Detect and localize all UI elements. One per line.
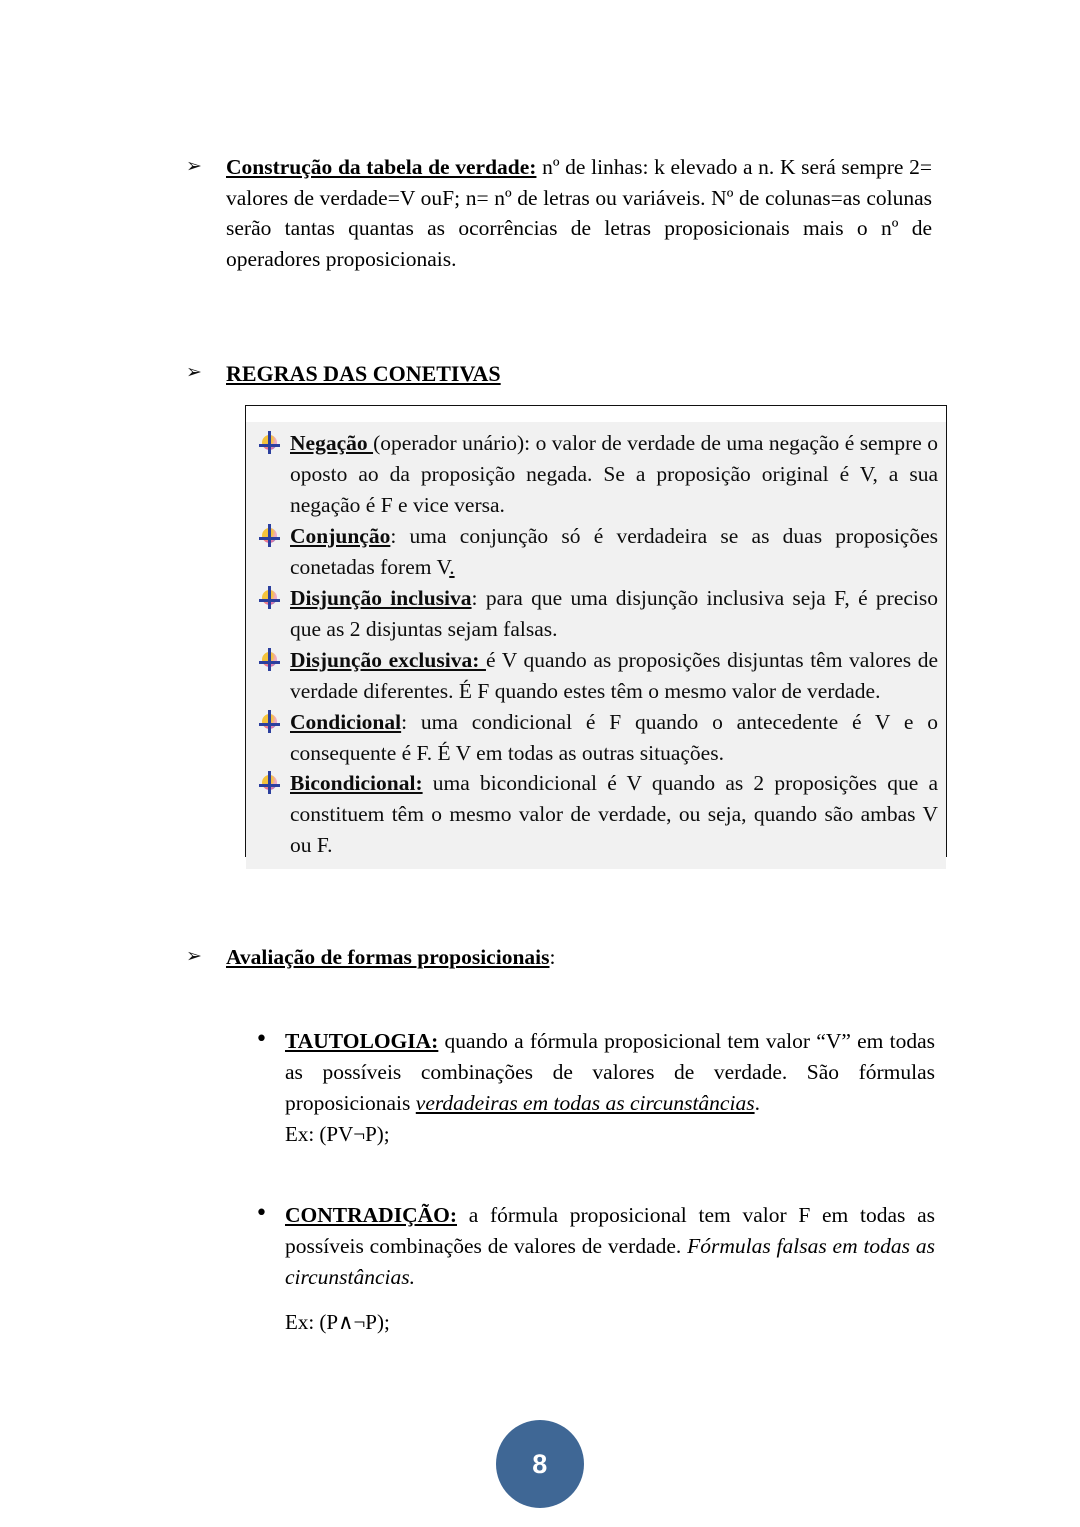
star-bullet-icon bbox=[254, 645, 290, 675]
page-number-badge bbox=[496, 1420, 584, 1508]
section-avaliacao-formas-proposicionais bbox=[186, 942, 932, 973]
section-construcao-tabela-verdade bbox=[186, 152, 932, 275]
rules-box-inner bbox=[246, 422, 946, 869]
tautologia-term: TAUTOLOGIA: bbox=[285, 1029, 439, 1053]
rule-term-condicional: Condicional bbox=[290, 709, 402, 734]
star-bullet-icon bbox=[254, 768, 290, 798]
tautologia-text-before: quando a fórmula proposicional tem valor “V” em todas as possíveis combinações de valores de verdade. São fórmulas proposicionais bbox=[285, 1029, 935, 1116]
rule-term-conjuncao: Conjunção bbox=[290, 523, 391, 548]
rule-term-negacao: Negação bbox=[290, 431, 374, 455]
contradicao-text-before: a fórmula proposicional tem valor F em todas as possíveis combinações de valores de verdade. bbox=[285, 1203, 935, 1259]
rule-desc-negacao: (operador unário): o valor de verdade de uma negação é sempre o oposto ao da proposição negada. Se a proposição original é V, a sua negação é F e vice versa. bbox=[290, 431, 938, 517]
tautologia-example: Ex: (PV¬P); bbox=[285, 1122, 390, 1146]
contradicao-paragraph bbox=[285, 1200, 935, 1294]
evaluation-item-contradicao bbox=[243, 1200, 935, 1294]
avaliacao-heading-wrapper bbox=[226, 942, 932, 973]
rule-text-bicondicional bbox=[290, 768, 938, 861]
rule-desc-disjuncao-exclusiva: é V quando as proposições disjuntas têm valores de verdade diferentes. É F quando estes têm o mesmo valor de verdade. bbox=[290, 647, 939, 703]
rule-term-disjuncao-inclusiva: Disjunção inclusiva bbox=[290, 585, 472, 610]
regras-heading-wrapper bbox=[226, 358, 932, 390]
regras-heading-text: REGRAS DAS CONETIVAS bbox=[226, 361, 501, 386]
dot-bullet-icon: • bbox=[255, 1027, 268, 1052]
star-bullet-icon bbox=[254, 521, 290, 551]
rule-desc-disjuncao-inclusiva: : para que uma disjunção inclusiva seja F, é preciso que as 2 disjuntas sejam falsas. bbox=[290, 585, 939, 641]
arrow-bullet-icon: ➢ bbox=[186, 361, 202, 383]
rule-desc-condicional: : uma condicional é F quando o antecedente é V e o consequente é F. É V em todas as outras situações. bbox=[290, 709, 938, 765]
arrow-bullet-icon: ➢ bbox=[186, 155, 202, 177]
construcao-paragraph bbox=[226, 152, 932, 275]
star-bullet-icon bbox=[254, 583, 290, 613]
construcao-heading: Construção da tabela de verdade: bbox=[226, 155, 537, 179]
evaluation-item-tautologia bbox=[243, 1026, 935, 1120]
section-regras-das-conetivas-heading bbox=[186, 358, 932, 390]
rule-item-conjuncao bbox=[254, 521, 938, 583]
rule-text-disjuncao-exclusiva bbox=[290, 645, 938, 707]
dot-bullet-icon: • bbox=[255, 1201, 268, 1226]
rule-text-conjuncao bbox=[290, 521, 938, 583]
contradicao-example: Ex: (P∧¬P); bbox=[285, 1310, 390, 1334]
rule-item-condicional bbox=[254, 707, 938, 769]
rule-text-negacao bbox=[290, 428, 938, 521]
rule-item-disjuncao-exclusiva bbox=[254, 645, 938, 707]
contradicao-emphasis: Fórmulas falsas em todas as circunstâncias. bbox=[285, 1234, 935, 1290]
rule-term-bicondicional: Bicondicional: bbox=[290, 771, 423, 796]
construcao-body-text: nº de linhas: k elevado a n. K será sempre 2= valores de verdade=V ouF; n= nº de letras ou variáveis. Nº de colunas=as colunas serão tantas quantas as ocorrências de letras proposicionais mais o nº de operadores proposicionais. bbox=[226, 155, 932, 272]
star-bullet-icon bbox=[254, 428, 290, 458]
rule-desc-conjuncao-tail: . bbox=[449, 554, 455, 579]
tautologia-emphasis: verdadeiras em todas as circunstâncias bbox=[415, 1091, 755, 1116]
rule-desc-conjuncao: : uma conjunção só é verdadeira se as duas proposições conetadas forem V bbox=[290, 523, 938, 579]
page-number-text: 8 bbox=[532, 1448, 548, 1479]
rule-term-disjuncao-exclusiva: Disjunção exclusiva: bbox=[290, 647, 486, 672]
arrow-bullet-icon: ➢ bbox=[186, 945, 202, 967]
rules-box bbox=[245, 405, 947, 857]
avaliacao-heading-suffix: : bbox=[549, 945, 556, 969]
rule-text-condicional bbox=[290, 707, 938, 769]
rule-desc-bicondicional: uma bicondicional é V quando as 2 proposições que a constituem têm o mesmo valor de verdade, ou seja, quando são ambas V ou F. bbox=[290, 771, 938, 858]
star-bullet-icon bbox=[254, 707, 290, 737]
contradicao-term: CONTRADIÇÃO: bbox=[285, 1203, 457, 1227]
rule-text-disjuncao-inclusiva bbox=[290, 583, 938, 645]
rule-item-negacao bbox=[254, 428, 938, 521]
tautologia-paragraph bbox=[285, 1026, 935, 1120]
avaliacao-heading-text: Avaliação de formas proposicionais bbox=[226, 945, 550, 969]
rule-item-disjuncao-inclusiva bbox=[254, 583, 938, 645]
tautologia-text-after: . bbox=[754, 1091, 760, 1116]
rule-item-bicondicional bbox=[254, 768, 938, 861]
